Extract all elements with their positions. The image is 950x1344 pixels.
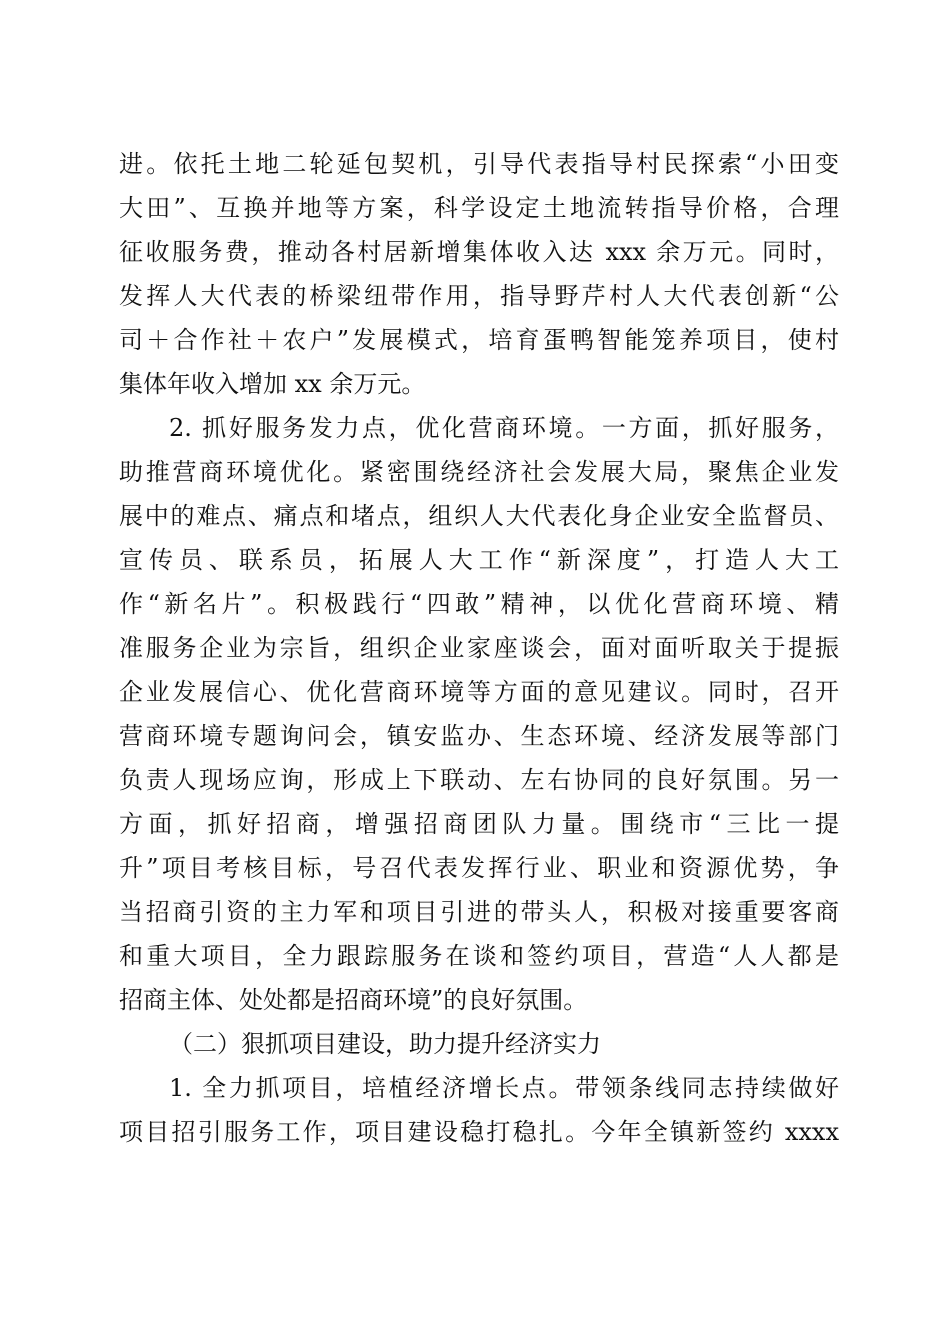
text-line: 大田”、互换并地等方案，科学设定土地流转指导价格，合理 xyxy=(119,194,839,222)
text-line: 准服务企业为宗旨，组织企业家座谈会，面对面听取关于提振 xyxy=(119,634,839,662)
text-line: 负责人现场应询，形成上下联动、左右协同的良好氛围。另一 xyxy=(119,766,839,794)
text-line: 营商环境专题询问会，镇安监办、生态环境、经济发展等部门 xyxy=(119,722,839,750)
text-line: 当招商引资的主力军和项目引进的带头人，积极对接重要客商 xyxy=(119,898,839,926)
text-line: 发挥人大代表的桥梁纽带作用，指导野芹村人大代表创新“公 xyxy=(119,282,839,310)
text-line: 作“新名片”。积极践行“四敢”精神，以优化营商环境、精 xyxy=(119,590,839,618)
paragraph-last-line: 集体年收入增加 xx 余万元。 xyxy=(119,370,426,398)
text-line: 升”项目考核目标，号召代表发挥行业、职业和资源优势，争 xyxy=(119,854,839,882)
text-line: 征收服务费，推动各村居新增集体收入达 xxx 余万元。同时， xyxy=(119,238,839,266)
text-line: 司＋合作社＋农户”发展模式，培育蛋鸭智能笼养项目，使村 xyxy=(119,326,839,354)
text-line: 助推营商环境优化。紧密围绕经济社会发展大局，聚焦企业发 xyxy=(119,458,839,486)
text-line: 方面，抓好招商，增强招商团队力量。围绕市“三比一提 xyxy=(119,810,839,838)
text-line: 进。依托土地二轮延包契机，引导代表指导村民探索“小田变 xyxy=(119,150,839,178)
paragraph-first-line: 1. 全力抓项目，培植经济增长点。带领条线同志持续做好 xyxy=(169,1074,839,1102)
text-line: 项目招引服务工作，项目建设稳打稳扎。今年全镇新签约 xxxx xyxy=(119,1118,839,1146)
text-line: 企业发展信心、优化营商环境等方面的意见建议。同时，召开 xyxy=(119,678,839,706)
section-heading: （二）狠抓项目建设，助力提升经济实力 xyxy=(169,1030,601,1058)
text-line: 展中的难点、痛点和堵点，组织人大代表化身企业安全监督员、 xyxy=(119,502,839,530)
text-line: 和重大项目，全力跟踪服务在谈和签约项目，营造“人人都是 xyxy=(119,942,839,970)
paragraph-last-line: 招商主体、处处都是招商环境”的良好氛围。 xyxy=(119,986,588,1014)
text-line: 宣传员、联系员，拓展人大工作“新深度”，打造人大工 xyxy=(119,546,839,574)
paragraph-first-line: 2. 抓好服务发力点，优化营商环境。一方面，抓好服务， xyxy=(169,414,839,442)
